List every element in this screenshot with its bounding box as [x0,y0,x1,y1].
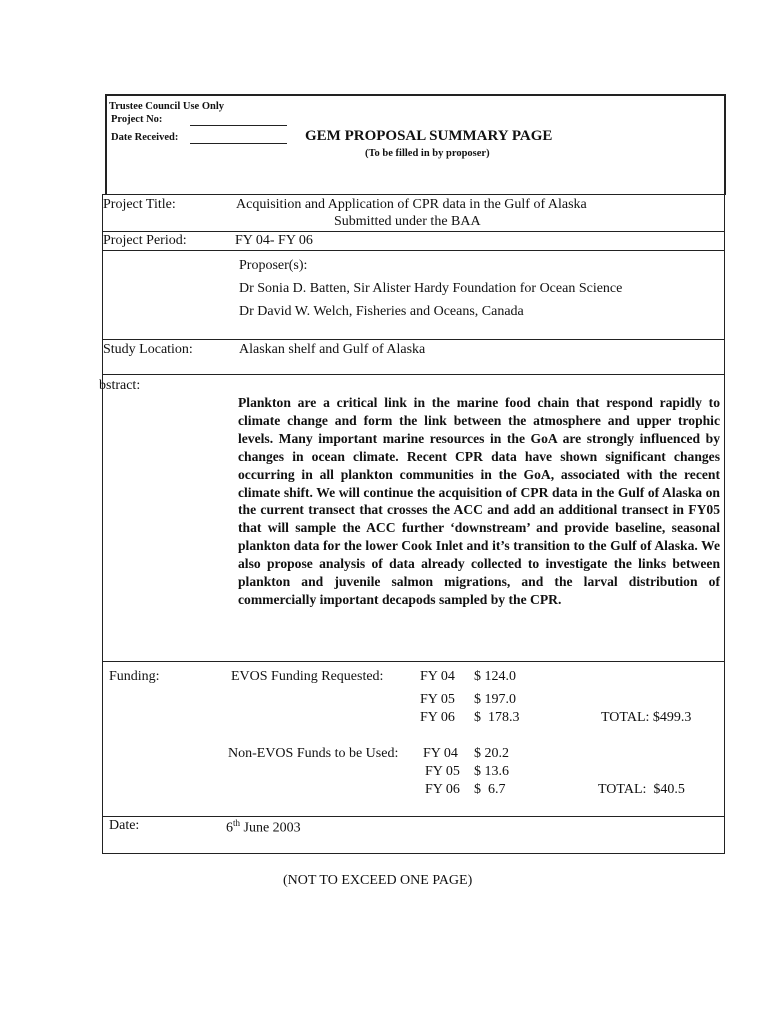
proposer-1: Dr Sonia D. Batten, Sir Alister Hardy Foundation for Ocean Science [239,281,623,296]
non-evos-fy04: FY 04 [423,746,458,761]
non-evos-fy06: FY 06 [425,782,460,797]
proposer-2: Dr David W. Welch, Fisheries and Oceans, Canada [239,304,524,319]
non-evos-total: TOTAL: $40.5 [598,782,685,797]
divider-after-proposers [102,339,725,340]
divider-after-title [102,231,725,232]
evos-amount-fy04: $ 124.0 [474,669,516,684]
evos-total: TOTAL: $499.3 [601,710,692,725]
abstract-label: bstract: [99,378,141,393]
date-rest: June 2003 [240,820,301,836]
evos-fy05: FY 05 [420,692,455,707]
evos-amount-fy06: $ 178.3 [474,710,520,725]
study-location-label: Study Location: [103,342,193,357]
divider-after-location [102,374,725,375]
project-title-line2: Submitted under the BAA [334,214,481,229]
divider-after-header [102,194,725,195]
non-evos-fy05: FY 05 [425,764,460,779]
date-received-field [190,143,287,144]
date-day: 6 [226,820,233,836]
evos-fy06: FY 06 [420,710,455,725]
abstract-text: Plankton are a critical link in the marine food chain that respond rapidly to climate change and form the link between the atmosphere and upper trophic levels. Many important marine resources in the GoA are strongly influenced by changes in ocean climate. Recent CPR data have shown significant changes occurring in all plankton communities in the GoA, associated with the recent climate shift. We will continue the acquisition of CPR data in the Gulf of Alaska on the current transect that crosses the ACC and add an additional transect in FY05 that will sample the ACC further ‘downstream’ and provide baseline, seasonal plankton data for the lower Cook Inlet and it’s transition to the Gulf of Alaska. We also propose analysis of data already collected to investigate the links between plankton and juvenile salmon migrations, and the larval distribution of commercially important decapods sampled by the CPR. [238,395,720,607]
header-box-right [724,94,726,195]
study-location-value: Alaskan shelf and Gulf of Alaska [239,342,426,357]
evos-amount-fy05: $ 197.0 [474,692,516,707]
trustee-label: Trustee Council Use Only [109,101,225,112]
divider-after-period [102,250,725,251]
project-period-value: FY 04- FY 06 [235,233,313,248]
divider-after-funding [102,816,725,817]
header-box-top [105,94,726,96]
form-bottom-border [102,853,725,854]
evos-funding-label: EVOS Funding Requested: [231,669,384,684]
date-label: Date: [109,818,140,833]
date-value [226,818,301,837]
project-period-label: Project Period: [103,233,187,248]
funding-label: Funding: [109,669,160,684]
non-evos-amount-fy06: $ 6.7 [474,782,506,797]
project-title-line1: Acquisition and Application of CPR data in the Gulf of Alaska [236,197,587,212]
proposers-heading: Proposer(s): [239,258,308,273]
page-subtitle: (To be filled in by proposer) [365,148,490,159]
non-evos-label: Non-EVOS Funds to be Used: [228,746,399,761]
form-right-border [724,194,725,854]
divider-after-abstract [102,661,725,662]
page-title: GEM PROPOSAL SUMMARY PAGE [305,128,553,144]
evos-fy04: FY 04 [420,669,455,684]
header-box-left [105,94,107,195]
date-received-label: Date Received: [111,132,179,143]
form-left-border [102,194,103,854]
project-no-field [190,125,287,126]
date-suffix: th [233,818,241,828]
non-evos-amount-fy04: $ 20.2 [474,746,509,761]
non-evos-amount-fy05: $ 13.6 [474,764,509,779]
project-no-label: Project No: [111,114,163,125]
page-limit-note: (NOT TO EXCEED ONE PAGE) [283,873,473,888]
project-title-label: Project Title: [103,197,176,212]
